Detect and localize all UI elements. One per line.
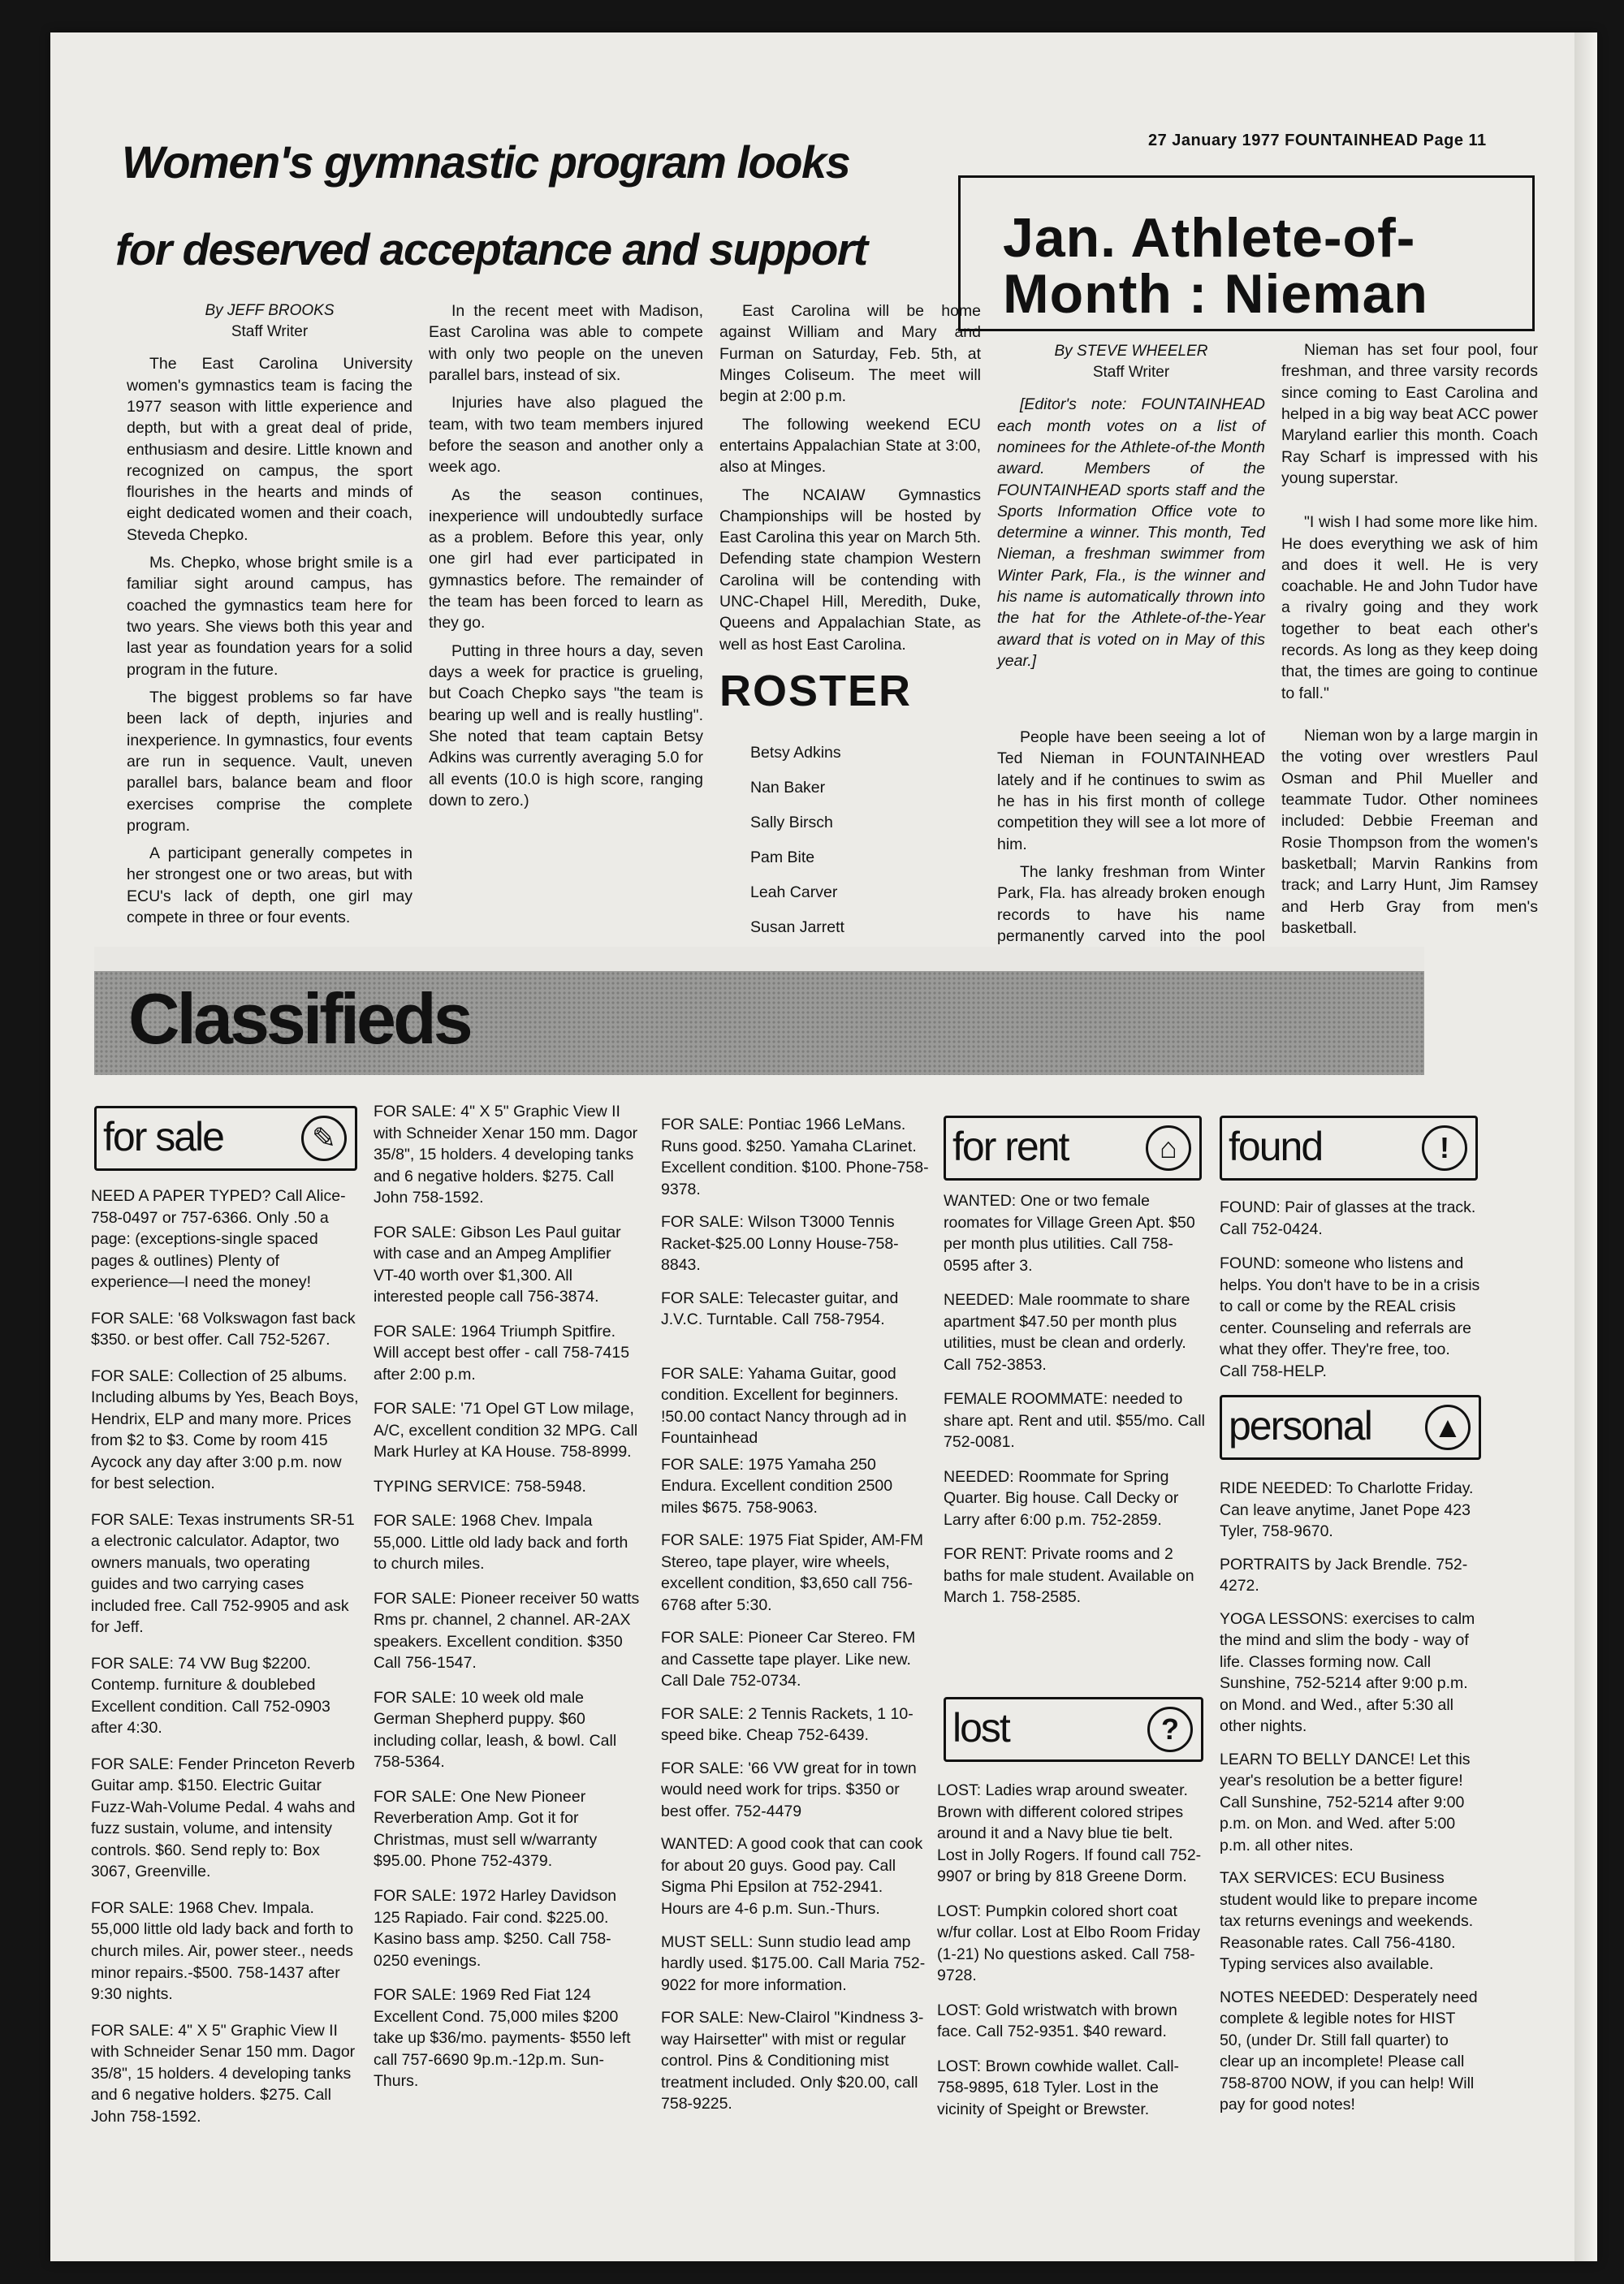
classified-ad: TYPING SERVICE: 758-5948. <box>374 1477 586 1496</box>
lost-label: lost <box>952 1705 1009 1751</box>
roster-title: ROSTER <box>719 667 913 715</box>
roster-item: Leah Carver <box>750 883 838 901</box>
classified-ad: FOR SALE: '66 VW great for in town would need work for trips. $350 or best offer. 752-4479 <box>661 1759 917 1820</box>
gymnastics-col-1 <box>127 300 412 935</box>
article-paragraph: The biggest problems so far have been lack of depth, injuries and inexperience. In gymnastics, four events are run in sequence. Vault, uneven parallel bars, balance beam and floor exercises comprise the complete program. <box>127 688 412 835</box>
classified-ad: FOR SALE: 1972 Harley Davidson 125 Rapiado. Fair cond. $225.00. Kasino bass amp. $250. Call 758-0250 evenings. <box>374 1886 617 1970</box>
classified-ad: FOR SALE: 10 week old male German Shepherd puppy. $60 including collar, leash, & bowl. Call 758-5364. <box>374 1688 617 1772</box>
article-paragraph: The following weekend ECU entertains Appalachian State at 3:00, also at Minges. <box>719 415 981 477</box>
classified-ad: FOR SALE: Fender Princeton Reverb Guitar amp. $150. Electric Guitar Fuzz-Wah-Volume Pedal. 4 wahs and fuzz sustain, volume, and intensity controls. $60. Send reply to: Box 3067, Greenville. <box>91 1755 356 1881</box>
classified-ad: FOR SALE: Pontiac 1966 LeMans. Runs good. $250. Yamaha CLarinet. Excellent condition. $100. Phone-758-9378. <box>661 1116 929 1198</box>
editor-note: [Editor's note: FOUNTAINHEAD each month votes on a list of nominees for the Athlete-of-the Month award. Members of the FOUNTAINHEAD sports staff and the Sports Information Office vote to determine a winner. This month, Ted Nieman, a freshman swimmer from Winter Park, Fla., is the winner and his name is automatically thrown into the hat for the Athlete-of-the-Year award that is voted on in May of this year.] <box>997 395 1265 671</box>
classified-ad: FOR SALE: '71 Opel GT Low milage, A/C, excellent condition 32 MPG. Call Mark Hurley at KA House. 758-8999. <box>374 1400 638 1462</box>
classified-ad: NEEDED: Roommate for Spring Quarter. Big house. Call Decky or Larry after 6:00 p.m. 752-2859. <box>944 1467 1179 1529</box>
classified-ad: FOR SALE: 1975 Fiat Spider, AM-FM Stereo, tape player, wire wheels, excellent condition, $3,650 call 756-6768 after 5:30. <box>661 1531 923 1614</box>
roster-item: Pam Bite <box>750 848 815 866</box>
classified-ad: FOR SALE: 74 VW Bug $2200. Contemp. furniture & doublebed Excellent condition. Call 752-0903 after 4:30. <box>91 1654 330 1738</box>
classified-ad: FOR SALE: Pioneer Car Stereo. FM and Cassette tape player. Like new. Call Dale 752-0734. <box>661 1629 916 1690</box>
gymnastics-byline <box>127 300 412 342</box>
person-icon: ▲ <box>1425 1405 1471 1450</box>
personal-label: personal <box>1229 1403 1371 1449</box>
classified-ad: FOR SALE: Wilson T3000 Tennis Racket-$25.00 Lonny House-758-8843. <box>661 1213 899 1275</box>
for-sale-label: for sale <box>103 1114 223 1159</box>
gymnastics-col-3 <box>719 300 981 1015</box>
roster-item: Betsy Adkins <box>750 743 841 762</box>
roster-item: Susan Jarrett <box>750 917 844 936</box>
classified-ad: FOR SALE: One New Pioneer Reverberation Amp. Got it for Christmas, must sell w/warranty $95.00. Phone 752-4379. <box>374 1787 598 1871</box>
article-paragraph: The NCAIAW Gymnastics Championships will be hosted by East Carolina this year on March 5th. Defending state champion Western Carolina will be contending with UNC-Chapel Hill, Meredith, Duke, Queens and Appalachian State, as well as host East Carolina. <box>719 486 981 654</box>
exclamation-icon: ! <box>1422 1125 1467 1171</box>
gymnastics-headline-line2: for deserved acceptance and support <box>115 224 867 274</box>
gymnastics-headline-line1: Women's gymnastic program looks <box>122 136 850 188</box>
byline-name: By STEVE WHEELER <box>1054 343 1208 360</box>
classified-ad: FOR RENT: Private rooms and 2 baths for male student. Available on March 1. 758-2585. <box>944 1545 1194 1607</box>
athlete-col-1b <box>997 727 1265 974</box>
article-paragraph: A participant generally competes in her strongest one or two areas, but with ECU's lack of depth, one girl may compete in three or four events. <box>127 844 412 927</box>
byline-title: Staff Writer <box>231 322 309 340</box>
classified-ad: FOR SALE: Yahama Guitar, good condition. Excellent for beginners. !50.00 contact Nancy through ad in Fountainhead <box>661 1364 907 1448</box>
classified-ad: MUST SELL: Sunn studio lead amp hardly used. $175.00. Call Maria 752-9022 for more information. <box>661 1932 926 1994</box>
classified-ad: LOST: Pumpkin colored short coat w/fur collar. Lost at Elbo Room Friday (1-21) No questions asked. Call 758-9728. <box>937 1902 1201 1985</box>
roster-item: Sally Birsch <box>750 813 833 831</box>
article-paragraph: Ms. Chepko, whose bright smile is a familiar sight around campus, has coached the gymnastics team here for two years. She views both this year and last year as foundation years for a solid program in the future. <box>127 554 412 679</box>
article-paragraph: Injuries have also plagued the team, with two team members injured before the season and another only a week ago. <box>429 394 703 477</box>
house-icon: ⌂ <box>1146 1125 1191 1171</box>
lost-ads <box>937 1780 1205 2133</box>
classified-ad: LOST: Ladies wrap around sweater. Brown with different colored stripes around it and a Navy blue tie belt. Lost in Jolly Rogers. If found call 752-9907 or bring by 818 Greene Dorm. <box>937 1781 1202 1886</box>
classifieds-title: Classifieds <box>128 978 470 1059</box>
classified-ad: FOR SALE: Collection of 25 albums. Including albums by Yes, Beach Boys, Hendrix, ELP and many more. Prices from $2 to $3. Come by room 415 Aycock any day after 3:00 p.m. now for best selection. <box>91 1367 359 1493</box>
classified-ad: FOUND: Pair of glasses at the track. Call 752-0424. <box>1220 1198 1476 1238</box>
classified-ad: FOR SALE: 2 Tennis Rackets, 1 10-speed bike. Cheap 752-6439. <box>661 1704 914 1745</box>
classifieds-banner <box>94 947 1424 1075</box>
lost-header <box>944 1697 1203 1762</box>
classified-ad: FOUND: someone who listens and helps. You don't have to be in a crisis to call or come by the REAL crisis center. Counseling and referrals are what they offer. They're free, too. Call 758-HELP. <box>1220 1254 1480 1380</box>
banner-white-band <box>94 947 1424 971</box>
page-fold <box>1574 32 1597 2261</box>
classified-ad: NOTES NEEDED: Desperately need complete & legible notes for HIST 50, (under Dr. Still fall quarter) to clear up an incomplete! Please call 758-8700 NOW, if you can help! Will pay for good notes! <box>1220 1988 1478 2114</box>
classified-ad: FOR SALE: Texas instruments SR-51 a electronic calculator. Adaptor, two owners manuals, two operating guides and two carrying cases included free. Call 752-9905 and ask for Jeff. <box>91 1510 355 1637</box>
question-icon: ? <box>1147 1707 1193 1752</box>
classified-ad: FOR SALE: 1969 Red Fiat 124 Excellent Cond. 75,000 miles $200 take up $36/mo. payments- $550 left call 757-6690 9p.m.-12p.m. Sun-Thurs. <box>374 1986 631 2091</box>
classified-ad: WANTED: One or two female roomates for Village Green Apt. $50 per month plus utilities. Call 758-0595 after 3. <box>944 1192 1195 1275</box>
classified-ad: PORTRAITS by Jack Brendle. 752-4272. <box>1220 1555 1468 1595</box>
classified-ad: LOST: Brown cowhide wallet. Call-758-9895, 618 Tyler. Lost in the vicinity of Speight or Brewster. <box>937 2057 1180 2118</box>
classified-ad: FOR SALE: '68 Volkswagon fast back $350. or best offer. Call 752-5267. <box>91 1309 356 1349</box>
classified-ad: FOR SALE: Pioneer receiver 50 watts Rms pr. channel, 2 channel. AR-2AX speakers. Excellent condition. $350 Call 756-1547. <box>374 1589 640 1673</box>
article-paragraph: Nieman has set four pool, four freshman, and three varsity records since coming to East Carolina and helped in a big way beat ACC power Maryland earlier this month. Coach Ray Scharf is impressed with his young superstar. <box>1281 341 1538 487</box>
classified-ad: WANTED: A good cook that can cook for about 20 guys. Good pay. Call Sigma Phi Epsilon at 752-2941. Hours are 4-6 p.m. Sun.-Thurs. <box>661 1835 923 1918</box>
classified-ad: FOR SALE: 4" X 5" Graphic View II with Schneider Xenar 150 mm. Dagor 35/8", 15 holders. 4 developing tanks and 6 negative holders. $275. Call John 758-1592. <box>374 1103 638 1207</box>
classifieds-col-1 <box>91 1185 359 2142</box>
personal-ads <box>1220 1478 1481 2127</box>
classifieds-col-3 <box>661 1114 929 2126</box>
athlete-headline-box <box>958 175 1535 331</box>
personal-header <box>1220 1395 1481 1460</box>
classified-ad: LOST: Gold wristwatch with brown face. Call 752-9351. $40 reward. <box>937 2001 1177 2041</box>
athlete-byline <box>997 341 1265 382</box>
classified-ad: FOR SALE: 1964 Triumph Spitfire. Will accept best offer - call 758-7415 after 2:00 p.m. <box>374 1322 630 1384</box>
found-label: found <box>1229 1124 1323 1169</box>
tag-icon: ✎ <box>301 1116 347 1161</box>
article-paragraph: People have been seeing a lot of Ted Nieman in FOUNTAINHEAD lately and if he continues to swim as he has in his first month of college competition they will see a lot more of him. <box>997 728 1265 853</box>
classified-ad: LEARN TO BELLY DANCE! Let this year's resolution be a better figure! Call Sunshine, 752-5214 after 9:00 p.m. on Mon. and Wed. after 5:00 p.m. all other nites. <box>1220 1750 1471 1854</box>
classified-ad: NEEDED: Male roommate to share apartment $47.50 per month plus utilities, must be clean and orderly. Call 752-3853. <box>944 1291 1190 1374</box>
classified-ad: RIDE NEEDED: To Charlotte Friday. Can leave anytime, Janet Pope 423 Tyler, 758-9670. <box>1220 1479 1474 1541</box>
classified-ad: FOR SALE: 1975 Yamaha 250 Endura. Excellent condition 2500 miles $675. 758-9063. <box>661 1455 893 1517</box>
classified-ad: FOR SALE: New-Clairol "Kindness 3-way Hairsetter" with mist or regular control. Pins & Conditioning mist treatment included. Only $20.00, call 758-9225. <box>661 2009 924 2113</box>
classified-ad: FOR SALE: Gibson Les Paul guitar with case and an Ampeg Amplifier VT-40 worth over $1,300. All interested people call 756-3874. <box>374 1223 621 1306</box>
classified-ad: TAX SERVICES: ECU Business student would like to prepare income tax returns evenings and weekends. Reasonable rates. Call 756-4180. Typing services also available. <box>1220 1869 1478 1974</box>
athlete-col-2 <box>1281 339 1538 945</box>
article-paragraph: Putting in three hours a day, seven days a week for practice is grueling, but Coach Chepko says "the team is bearing up well and is really hustling". She noted that team captain Betsy Adkins was currently averaging 5.0 for all events (10.0 is high score, ranging down to zero.) <box>429 641 703 810</box>
athlete-headline-line2: Month : Nieman <box>1003 263 1428 326</box>
article-paragraph: East Carolina will be home against William and Mary and Furman on Saturday, Feb. 5th, at Minges Coliseum. The meet will begin at 2:00 p.m. <box>719 302 981 406</box>
folio: 27 January 1977 FOUNTAINHEAD Page 11 <box>1148 132 1487 149</box>
newspaper-page <box>50 32 1597 2261</box>
article-paragraph: In the recent meet with Madison, East Carolina was able to compete with only two people on the uneven parallel bars, instead of six. <box>429 302 703 384</box>
classified-ad: FOR SALE: 1968 Chev. Impala. 55,000 little old lady back and forth to church miles. Air, power steer., needs minor repairs.-$500. 758-1437 after 9:30 nights. <box>91 1898 354 2004</box>
article-paragraph: The lanky freshman from Winter Park, Fla. has already broken enough records to have his name permanently carved into the pool <box>997 862 1265 945</box>
byline-name: By JEFF BROOKS <box>205 302 335 319</box>
classified-ad: FOR SALE: 1968 Chev. Impala 55,000. Little old lady back and forth to church miles. <box>374 1512 628 1574</box>
article-paragraph: As the season continues, inexperience will undoubtedly surface as a problem. Before this year, only one girl had ever participated in gymnastics before. The remainder of the team has been forced to learn as they go. <box>429 486 703 633</box>
rent-ads <box>944 1190 1205 1621</box>
article-paragraph: "I wish I had some more like him. He does everything we ask of him and does it well. He is very coachable. He and John Tudor have a rivalry going and they work together to beat each other's records. As long as they keep doing that, the times are going to continue to fall." <box>1281 513 1538 702</box>
classified-ad: FOR SALE: Telecaster guitar, and J.V.C. Turntable. Call 758-7954. <box>661 1289 899 1329</box>
athlete-headline-line1: Jan. Athlete-of- <box>1003 207 1416 269</box>
gymnastics-col-2 <box>429 300 703 818</box>
for-rent-label: for rent <box>952 1124 1069 1169</box>
for-rent-header <box>944 1116 1202 1181</box>
for-sale-header <box>94 1106 357 1171</box>
athlete-col-1 <box>997 341 1265 678</box>
byline-title: Staff Writer <box>1092 363 1170 381</box>
found-ads <box>1220 1197 1481 1395</box>
article-paragraph: Nieman won by a large margin in the voting over wrestlers Paul Osman and Phil Mueller and teammate Tudor. Other nominees included: Debbie Freeman and Rosie Thompson from the women's basketball; Marvin Rankins from track; and Larry Hunt, Jim Ramsey and Herb Gray from men's basketball. <box>1281 727 1538 937</box>
classified-ad: YOGA LESSONS: exercises to calm the mind and slim the body - way of life. Classes forming now. Call Sunshine, 752-5214 after 9:00 p.m. on Mond. and Wed., after 5:30 all other nights. <box>1220 1609 1475 1736</box>
classified-ad: FEMALE ROOMMATE: needed to share apt. Rent and util. $55/mo. Call 752-0081. <box>944 1390 1205 1452</box>
roster-item: Nan Baker <box>750 778 826 797</box>
found-header <box>1220 1116 1478 1181</box>
athlete-headline <box>961 178 1532 326</box>
classified-ad: FOR SALE: 4" X 5" Graphic View II with Schneider Senar 150 mm. Dagor 35/8", 15 holders. 4 developing tanks and 6 negative holders. $275. Call John 758-1592. <box>91 2021 356 2126</box>
classifieds-col-2 <box>374 1101 640 2105</box>
article-paragraph: The East Carolina University women's gymnastics team is facing the 1977 season with little experience and depth, but with a great deal of pride, enthusiasm and desire. Little known and recognized on campus, the sport flourishes in the hearts and minds of eight dedicated women and their coach, Steveda Chepko. <box>127 355 412 544</box>
classified-ad: NEED A PAPER TYPED? Call Alice-758-0497 or 757-6366. Only .50 a page: (exceptions-single spaced pages & outlines) Plenty of experience—I need the money! <box>91 1187 346 1292</box>
